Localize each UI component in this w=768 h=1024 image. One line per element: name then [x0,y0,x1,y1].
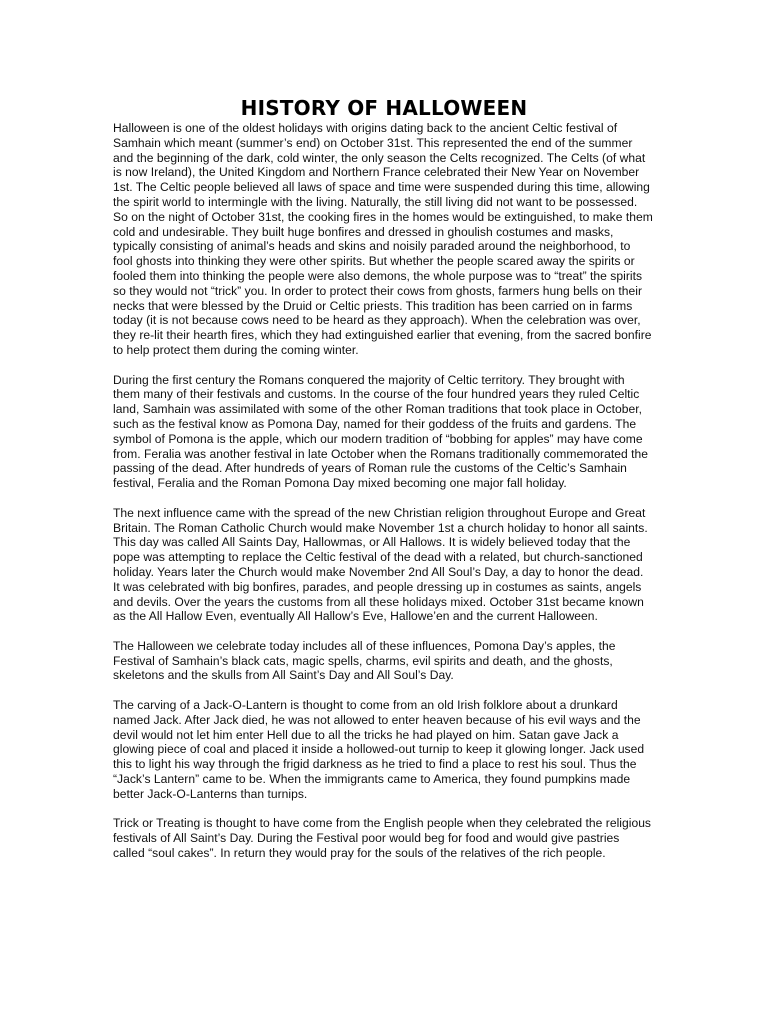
paragraph-roman-influence: During the first century the Romans conquered the majority of Celtic territory. They brought with them many of their festivals and customs. In the course of the four hundred years they ruled Celtic land, Samhain was assimilated with some of the other Roman traditions that took place in October, such as the festival know as Pomona Day, named for their goddess of the fruits and gardens. The symbol of Pomona is the apple, which our modern tradition of “bobbing for apples” may have come from. Feralia was another festival in late October when the Romans traditionally commemorated the passing of the dead. After hundreds of years of Roman rule the customs of the Celtic’s Samhain festival, Feralia and the Roman Pomona Day mixed becoming one major fall holiday. [113,372,648,491]
paragraph-trick-or-treating: Trick or Treating is thought to have come from the English people when they celebrated the religious festivals of All Saint’s Day. During the Festival poor would beg for food and would give pastries called “soul cakes”. In return they would pray for the souls of the relatives of the rich people. [113,816,652,861]
page-title: HISTORY OF HALLOWEEN [240,96,528,120]
paragraph-christian-influence: The next influence came with the spread of the new Christian religion throughout Europe and Great Britain. The Roman Catholic Church would make November 1st a church holiday to honor all saints. This day was called All Saints Day, Hallowmas, or All Hallows. It is widely believed today that the pope was attempting to replace the Celtic festival of the dead with a related, but church-sanctioned holiday. Years later the Church would make November 2nd All Soul’s Day, a day to honor the dead. It was celebrated with big bonfires, parades, and people dressing up in costumes as saints, angels and devils. Over the years the customs from all these holidays mixed. October 31st became known as the All Hallow Even, eventually All Hallow’s Eve, Hallowe’en and the current Halloween. [113,505,648,624]
paragraph-celtic-origins: Halloween is one of the oldest holidays with origins dating back to the ancient Celtic festival of Samhain which meant (summer’s end) on October 31st. This represented the end of the summer and the beginning of the dark, cold winter, the only season the Celts recognized. The Celts (of what is now Ireland), the United Kingdom and Northern France celebrated their New Year on November 1st. The Celtic people believed all laws of space and time were suspended during this time, allowing the spirit world to intermingle with the living. Naturally, the still living did not want to be possessed. So on the night of October 31st, the cooking fires in the homes would be extinguished, to make them cold and undesirable. They built huge bonfires and dressed in ghoulish costumes and masks, typically consisting of animal’s heads and skins and noisily paraded around the neighborhood, to fool ghosts into thinking they were other spirits. But whether the people scared away the spirits or fooled them into thinking the people were also demons, the whole purpose was to “treat” the spirits so they would not “trick” you. In order to protect their cows from ghosts, farmers hung bells on their necks that were blessed by the Druid or Celtic priests. This tradition has been carried on in farms today (it is not because cows need to be heard as they approach). When the celebration was over, they re-lit their hearth fires, which they had extinguished earlier that evening, from the sacred bonfire to help protect them during the coming winter. [113,121,653,357]
document-body [113,121,653,876]
paragraph-modern-halloween: The Halloween we celebrate today includes all of these influences, Pomona Day’s apples, the Festival of Samhain’s black cats, magic spells, charms, evil spirits and death, and the ghosts, skeletons and the skulls from All Saint’s Day and All Soul’s Day. [113,638,616,683]
paragraph-jack-o-lantern: The carving of a Jack-O-Lantern is thought to come from an old Irish folklore about a drunkard named Jack. After Jack died, he was not allowed to enter heaven because of his evil ways and the devil would not let him enter Hell due to all the tricks he had played on him. Satan gave Jack a glowing piece of coal and placed it inside a hollowed-out turnip to keep it glowing longer. Jack used this to light his way through the frigid darkness as he tried to find a place to rest his soul. Thus the “Jack’s Lantern” came to be. When the immigrants came to America, they found pumpkins made better Jack-O-Lanterns than turnips. [113,698,645,801]
